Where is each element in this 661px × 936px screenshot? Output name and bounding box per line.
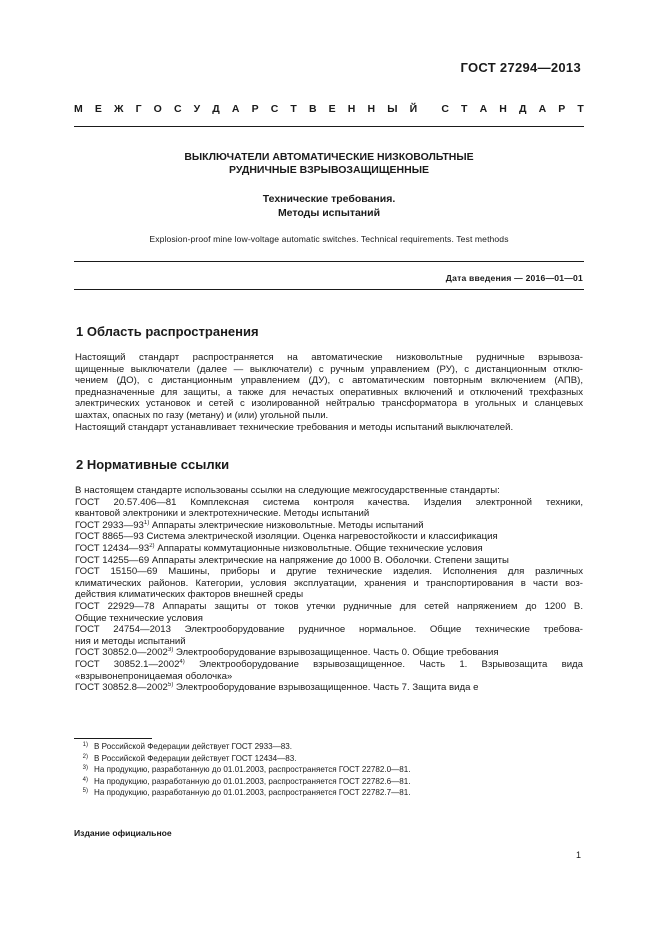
subtitle-line: Методы испытаний — [277, 207, 381, 219]
text-line — [75, 624, 583, 636]
text-fragment: «взрывонепроницаемая оболочка» — [75, 670, 233, 682]
standard-type-letter: Т — [290, 103, 297, 115]
footnote-reference: 2) — [149, 542, 155, 549]
footnote-text: На продукцию, разработанную до 01.01.2003, распространяется ГОСТ 22782.0—81. — [94, 765, 411, 775]
standard-type-letter: Н — [347, 103, 356, 115]
text-line: Настоящий стандарт устанавливает технические требования и методы испытаний выключателей. — [75, 421, 514, 433]
footnote — [74, 753, 594, 765]
standard-type-letter: Г — [135, 103, 142, 115]
text-line — [75, 543, 583, 555]
footnote — [74, 776, 594, 788]
section-2-text — [75, 485, 583, 694]
text-line — [75, 589, 583, 601]
text-fragment: Аппараты коммутационные низковольтные. Общие технические условия — [154, 542, 483, 554]
text-line: чением (ДО), с дистанционным управлением (ДУ), с автоматическим повторным включением (АПВ), — [75, 375, 583, 387]
date-divider — [74, 289, 584, 290]
text-line — [75, 578, 583, 590]
text-fragment: ГОСТ 24754—2013 Электрооборудование рудничное нормальное. Общие технические требова- — [75, 624, 583, 636]
header-divider — [74, 126, 584, 127]
text-line: щищенные выключатели (далее — выключатели) с ручным управлением (РУ), с дистанционным отклю- — [75, 363, 583, 375]
footnote — [74, 764, 594, 776]
document-number: ГОСТ 27294—2013 — [460, 60, 581, 75]
document-title — [74, 151, 584, 177]
english-title: Explosion-proof mine low-voltage automatic switches. Technical requirements. Test methods — [149, 234, 509, 244]
standard-type-letter: Ы — [387, 103, 398, 115]
standard-type-letter: А — [538, 103, 547, 115]
footnote-mark: 2) — [82, 753, 88, 760]
text-fragment: Электрооборудование взрывозащищенное. Часть 1. Взрывозащита вида — [184, 658, 583, 670]
standard-type-letter: Н — [367, 103, 376, 115]
edition-label: Издание официальное — [74, 828, 172, 838]
text-line: электрических установок и сетей с изолированной нейтралью трансформатора в угольных и сланцевых — [75, 398, 583, 410]
text-line — [75, 497, 583, 509]
standard-type-letter: Т — [577, 103, 584, 115]
standard-type-heading — [74, 103, 584, 115]
standard-type-letter: А — [479, 103, 488, 115]
standard-type-letter: Д — [518, 103, 527, 115]
footnote-mark: 3) — [82, 765, 88, 772]
standard-type-letter: Р — [251, 103, 259, 115]
footnote-text: В Российской Федерации действует ГОСТ 12434—83. — [94, 753, 297, 763]
text-fragment: ния и методы испытаний — [75, 635, 186, 647]
text-fragment: ГОСТ 14255—69 Аппараты электрические на напряжение до 1000 В. Оболочки. Степени защиты — [75, 554, 509, 566]
footnote-reference: 5) — [167, 682, 174, 688]
standard-type-letter: Т — [461, 103, 468, 115]
standard-type-letter: Н — [499, 103, 507, 115]
subtitle-line: Технические требования. — [262, 193, 396, 205]
text-line — [75, 636, 583, 648]
text-fragment: ГОСТ 22929—78 Аппараты защиты от токов утечки рудничные для сетей напряжением до 1200 В. — [75, 600, 583, 612]
page-number: 1 — [575, 850, 581, 860]
title-line: ВЫКЛЮЧАТЕЛИ АВТОМАТИЧЕСКИЕ НИЗКОВОЛЬТНЫЕ — [184, 151, 474, 163]
text-fragment: Общие технические условия — [75, 612, 203, 624]
standard-type-letter: Е — [328, 103, 336, 115]
standard-type-letter: С — [270, 103, 279, 115]
introduction-date: Дата введения — 2016—01—01 — [445, 273, 583, 283]
text-line — [75, 682, 583, 694]
section-2-heading: 2 Нормативные ссылки — [76, 457, 230, 472]
title-line: РУДНИЧНЫЕ ВЗРЫВОЗАЩИЩЕННЫЕ — [229, 164, 429, 176]
text-fragment: квантовой электроники и электротехнические. Методы испытаний — [75, 508, 370, 520]
section-1-text — [75, 352, 583, 433]
footnote-divider — [74, 738, 152, 739]
footnote-reference: 1) — [143, 519, 150, 526]
text-fragment: Электрооборудование взрывозащищенное. Часть 7. Защита вида е — [173, 682, 479, 694]
standard-type-letter: Д — [212, 103, 220, 115]
text-fragment: климатических районов. Категории, условия эксплуатации, хранения и транспортирования в части воз- — [75, 577, 583, 589]
text-line — [75, 613, 583, 625]
text-line — [75, 531, 583, 543]
text-line — [75, 508, 583, 520]
standard-type-letter: А — [231, 103, 240, 115]
standard-type-letter: Й — [409, 103, 418, 115]
text-fragment: ГОСТ 12434—93 — [75, 542, 150, 554]
text-fragment: Аппараты электрические низковольтные. Методы испытаний — [149, 519, 424, 531]
section-1-heading: 1 Область распространения — [76, 324, 259, 339]
standard-type-letter: В — [308, 103, 317, 115]
text-line — [75, 601, 583, 613]
footnote-text: В Российской Федерации действует ГОСТ 2933—83. — [94, 742, 293, 751]
footnote — [74, 741, 594, 753]
text-line: Настоящий стандарт распространяется на автоматические низковольтные рудничные взрывоза- — [75, 352, 583, 363]
footnote-mark: 4) — [82, 776, 88, 783]
footnote-text: На продукцию, разработанную до 01.01.2003, распространяется ГОСТ 22782.6—81. — [94, 776, 411, 786]
text-line — [75, 671, 583, 683]
footnote-text: На продукцию, разработанную до 01.01.2003, распространяется ГОСТ 22782.7—81. — [94, 788, 411, 798]
standard-type-letter: Ж — [113, 103, 124, 115]
footnote-mark: 1) — [82, 742, 88, 748]
text-line: предназначенные для защиты, а также для нечастых оперативных включений и отключений трехфазных — [75, 386, 583, 398]
standard-type-letter: Р — [558, 103, 566, 115]
footnote-reference: 4) — [179, 658, 185, 665]
text-fragment: ГОСТ 15150—69 Машины, приборы и другие технические изделия. Исполнения для различных — [75, 566, 583, 578]
text-fragment: ГОСТ 2933—93 — [75, 519, 144, 531]
standard-type-letter: О — [153, 103, 162, 115]
text-fragment: действия климатических факторов внешней среды — [75, 589, 304, 601]
standard-type-letter: У — [193, 103, 201, 115]
standard-type-letter: С — [441, 103, 449, 115]
document-subtitle — [74, 192, 584, 220]
text-fragment: Электрооборудование взрывозащищенное. Часть 0. Общие требования — [173, 647, 499, 659]
footnotes — [74, 741, 594, 799]
text-line — [75, 659, 583, 671]
standard-type-letter: Е — [94, 103, 102, 115]
footnote-reference: 3) — [167, 647, 174, 654]
text-fragment: ГОСТ 30852.1—2002 — [75, 658, 180, 670]
standard-type-letter: С — [173, 103, 182, 115]
text-line — [75, 647, 583, 659]
text-fragment: ГОСТ 30852.0—2002 — [75, 647, 168, 659]
text-fragment: ГОСТ 8865—93 Система электрической изоляции. Оценка нагревостойкости и классификация — [75, 531, 498, 543]
title-divider — [74, 261, 584, 262]
text-fragment: В настоящем стандарте использованы ссылки на следующие межгосударственные стандарты: — [75, 485, 500, 496]
text-line — [75, 566, 583, 578]
footnote-mark: 5) — [82, 788, 88, 795]
text-fragment: ГОСТ 20.57.406—81 Комплексная система контроля качества. Изделия электронной техники, — [75, 496, 583, 508]
text-fragment: ГОСТ 30852.8—2002 — [75, 682, 168, 694]
footnote — [74, 787, 594, 799]
text-line — [75, 555, 583, 567]
standard-type-letter: М — [74, 103, 83, 115]
text-line — [75, 520, 583, 532]
text-line — [75, 485, 583, 497]
text-line: шахтах, опасных по газу (метану) и (или) угольной пыли. — [75, 409, 329, 421]
